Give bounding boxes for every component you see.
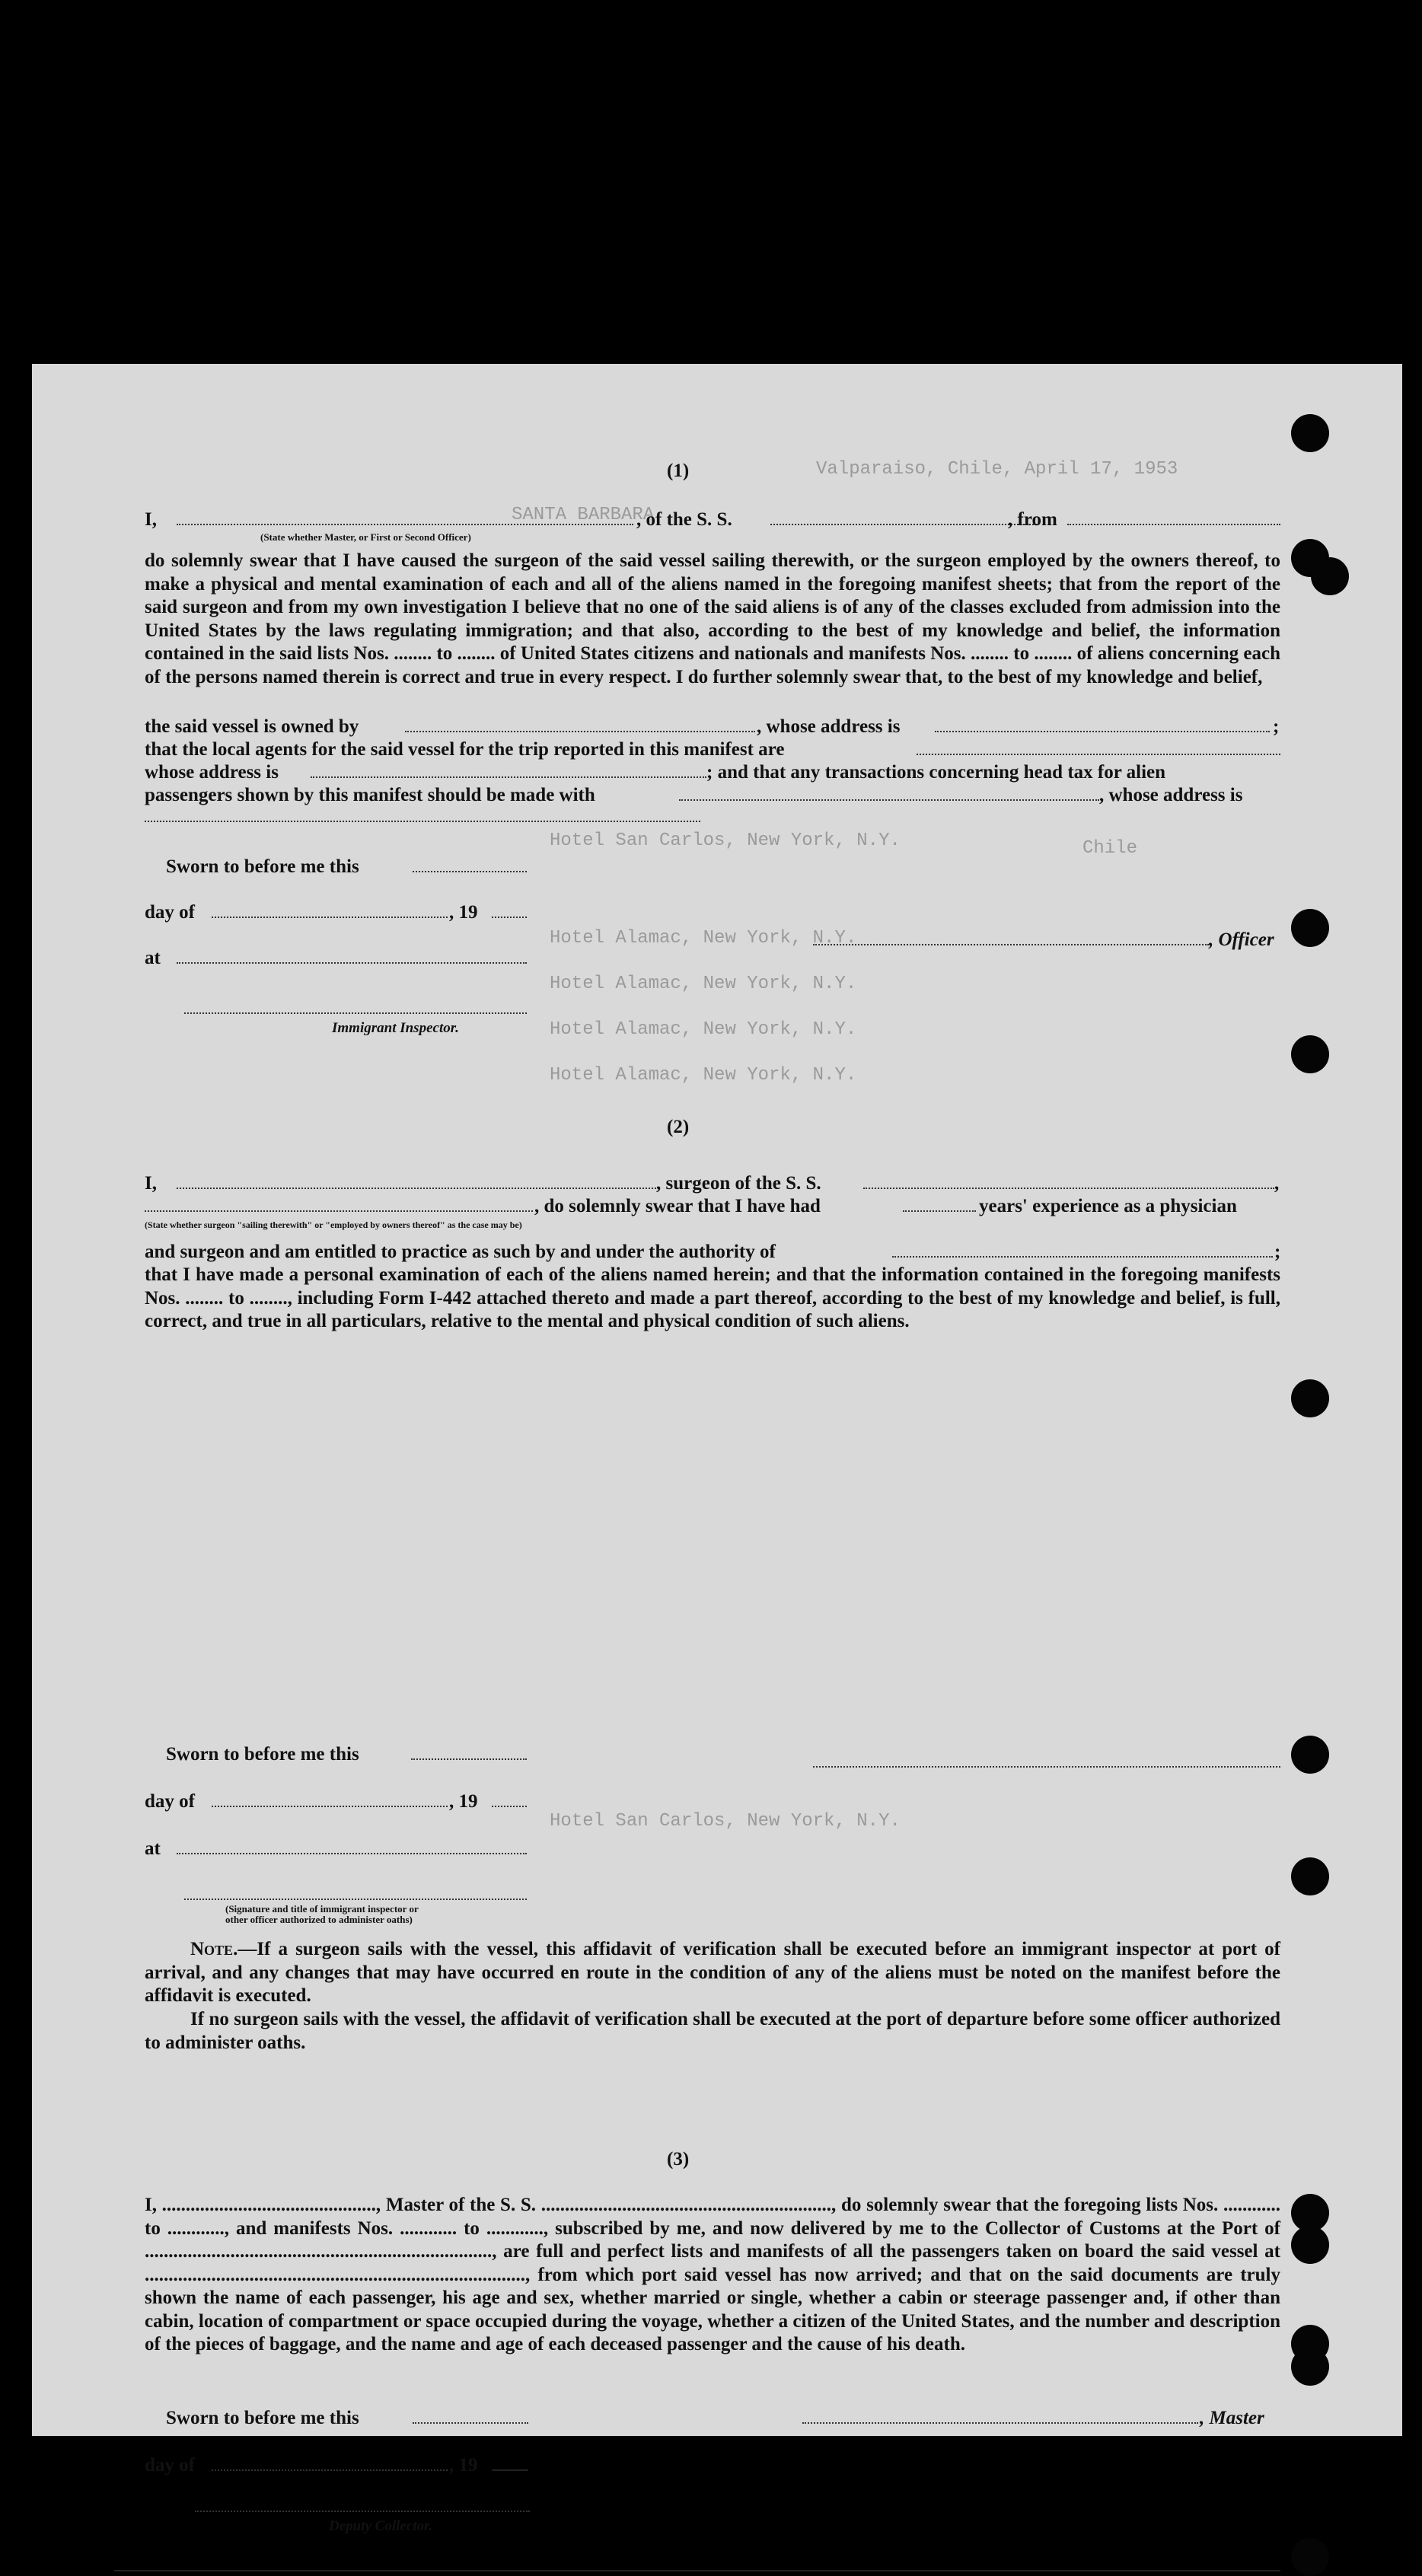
head-tax-contact-field[interactable] bbox=[679, 799, 1099, 801]
agents-address-field[interactable] bbox=[311, 776, 706, 778]
authority-label: and surgeon and am entitled to practice as such by and under the authority of bbox=[145, 1242, 776, 1262]
month-field-2[interactable] bbox=[212, 1806, 448, 1807]
years-experience-field[interactable] bbox=[903, 1210, 976, 1212]
month-field-1[interactable] bbox=[212, 917, 448, 918]
from-port-field[interactable] bbox=[1067, 524, 1280, 525]
section-2-i: I, bbox=[145, 1173, 157, 1194]
inspector-signature-field[interactable] bbox=[184, 1012, 527, 1014]
section-1-body: do solemnly swear that I have caused the surgeon of the said vessel sailing therewith, or the surgeon employed by the owners thereof, to make a physical and mental examination of each and all of the aliens named in the foregoing manifest sheets; that from the report of the said surgeon and from my own investigation I believe that no one of the said aliens is of any of the classes excluded from admission into the United States by the laws regulating immigration; and that also, according to the best of my knowledge and belief, the information contained in the said lists Nos. ........ to ........ of United States citizens and nationals and manifests Nos. ........ to ........ of aliens concerning each of the persons named therein is correct and true in every respect. I do further solemnly swear that, to the best of my knowledge and belief, bbox=[145, 550, 1280, 687]
master-signature-field[interactable] bbox=[802, 2422, 1198, 2424]
surgeon-caption: (State whether surgeon "sailing therewith" or "employed by owners thereof" as the case may be) bbox=[145, 1219, 522, 1230]
owner-address-label: , whose address is bbox=[757, 716, 901, 737]
note-text: —If a surgeon sails with the vessel, this affidavit of verification shall be executed before an immigrant inspector at port of arrival, and any changes that may have occurred en route in the condition of any of the aliens must be noted on the manifest before the affidavit is executed. bbox=[145, 1939, 1280, 2006]
master-caption: (State whether Master, or First or Second Officer) bbox=[260, 531, 471, 543]
surgeon-vessel-field[interactable] bbox=[863, 1188, 1274, 1189]
punch-hole bbox=[1291, 2538, 1329, 2576]
years-experience-label: years' experience as a physician bbox=[979, 1196, 1237, 1216]
day-of-label-3: day of bbox=[145, 2455, 195, 2476]
punch-hole bbox=[1291, 2226, 1329, 2264]
punch-hole bbox=[1291, 2348, 1329, 2386]
year-label-2: , 19 bbox=[449, 1791, 478, 1812]
bleed-through-text: Hotel Alamac, New York, N.Y. bbox=[550, 928, 857, 948]
bleed-through-text: Hotel Alamac, New York, N.Y. bbox=[550, 1019, 857, 1040]
master-label: , Master bbox=[1200, 2408, 1264, 2428]
semicolon: ; bbox=[1273, 716, 1280, 737]
bleed-through-text: SANTA BARBARA bbox=[512, 505, 655, 525]
year-field-1[interactable] bbox=[492, 917, 527, 918]
vessel-name-field[interactable] bbox=[770, 524, 1037, 525]
section-1-number: (1) bbox=[667, 461, 690, 481]
bleed-through-text: Valparaiso, Chile, April 17, 1953 bbox=[816, 459, 1178, 480]
punch-hole bbox=[1311, 557, 1349, 595]
deputy-collector-signature-field[interactable] bbox=[195, 2511, 530, 2512]
do-solemnly-label: , do solemnly swear that I have had bbox=[534, 1196, 821, 1216]
surgeon-status-field[interactable] bbox=[145, 1210, 533, 1212]
owner-address-field[interactable] bbox=[935, 731, 1270, 732]
sworn-date-field-3[interactable] bbox=[413, 2422, 528, 2424]
year-field-2[interactable] bbox=[492, 1806, 527, 1807]
head-tax-label: ; and that any transactions concerning head tax for alien bbox=[706, 762, 1166, 783]
section-2-number: (2) bbox=[667, 1117, 690, 1137]
authority-field[interactable] bbox=[892, 1256, 1273, 1258]
month-field-3[interactable] bbox=[212, 2469, 448, 2471]
sworn-label-2: Sworn to before me this bbox=[166, 1744, 359, 1765]
bottom-rule bbox=[114, 2570, 1280, 2571]
sworn-label-1: Sworn to before me this bbox=[166, 856, 359, 877]
owner-field[interactable] bbox=[405, 731, 755, 732]
surgeon-of-label: , surgeon of the S. S. bbox=[656, 1173, 821, 1194]
immigrant-inspector-label: Immigrant Inspector. bbox=[332, 1020, 459, 1036]
punch-hole bbox=[1291, 909, 1329, 947]
section-2-body: that I have made a personal examination of each of the aliens named herein; and that the information contained in the foregoing manifests Nos. ........ to ........, including Form I-442 attached thereto and made a part thereof, according to the best of my knowledge and belief, is full, correct, and true in all particulars, relative to the mental and physical condition of such aliens. bbox=[145, 1264, 1280, 1331]
oath-officer-signature-field[interactable] bbox=[184, 1899, 527, 1900]
punch-hole bbox=[1291, 1736, 1329, 1774]
surgeon-signature-field[interactable] bbox=[813, 1766, 1280, 1768]
head-tax-address-field[interactable] bbox=[145, 821, 700, 822]
sworn-date-field-1[interactable] bbox=[413, 871, 527, 872]
comma: , bbox=[1274, 1173, 1280, 1194]
of-ss-label: , of the S. S. bbox=[636, 509, 732, 530]
signature-caption-2: other officer authorized to administer oaths) bbox=[225, 1914, 413, 1925]
semicolon: ; bbox=[1274, 1242, 1281, 1262]
section-3-body: I, ............................................., Master of the S. S. ............................................................., do solemnly swear that the foregoing lists Nos. ............ to ............, and manifests Nos. ............ to ............, subscribed by me, and now delivered by me to the Collector of Customs at the Port of ........................................................................., are full and perfect lists and manifests of all the passengers taken on board the said vessel at ................................................................................, from which port said vessel has now arrived; and that on the said documents are truly shown the name of each passenger, his age and sex, whether married or single, whether a cabin or steerage passenger and, if other than cabin, location of compartment or space occupied during the voyage, whether a citizen of the United States, and the number and description of the pieces of baggage, and the name and age of each deceased passenger and the cause of his death. bbox=[145, 2195, 1280, 2354]
officer-label: , Officer bbox=[1209, 929, 1274, 950]
deputy-collector-label: Deputy Collector. bbox=[329, 2518, 433, 2534]
sworn-date-field-2[interactable] bbox=[411, 1758, 527, 1760]
local-agents-label: that the local agents for the said vessel for the trip reported in this manifest are bbox=[145, 739, 785, 760]
at-label-1: at bbox=[145, 948, 161, 968]
day-of-label-2: day of bbox=[145, 1791, 195, 1812]
section-1-i: I, bbox=[145, 509, 157, 530]
officer-signature-field[interactable] bbox=[813, 944, 1209, 945]
at-label-2: at bbox=[145, 1838, 161, 1859]
year-label-3: , 19 bbox=[449, 2455, 478, 2476]
surgeon-name-field[interactable] bbox=[177, 1188, 656, 1189]
bleed-through-text: Hotel San Carlos, New York, N.Y. bbox=[550, 1811, 901, 1832]
head-tax-address-label: , whose address is bbox=[1099, 785, 1243, 805]
punch-hole bbox=[1291, 1035, 1329, 1073]
section-3-number: (3) bbox=[667, 2149, 690, 2170]
master-name-field[interactable] bbox=[177, 524, 633, 525]
punch-hole bbox=[1291, 1379, 1329, 1417]
year-field-3[interactable] bbox=[492, 2469, 528, 2471]
at-place-field-1[interactable] bbox=[177, 962, 527, 964]
note-label: Note. bbox=[190, 1939, 238, 1959]
form-page bbox=[32, 364, 1402, 2534]
owned-by-label: the said vessel is owned by bbox=[145, 716, 359, 737]
bleed-through-text: Hotel San Carlos, New York, N.Y. bbox=[550, 831, 901, 851]
signature-caption-1: (Signature and title of immigrant inspector or bbox=[225, 1903, 419, 1914]
passengers-label: passengers shown by this manifest should be made with bbox=[145, 785, 595, 805]
at-place-field-2[interactable] bbox=[177, 1853, 527, 1854]
bleed-through-text: Hotel Alamac, New York, N.Y. bbox=[550, 974, 857, 994]
local-agents-field[interactable] bbox=[917, 754, 1280, 755]
year-label-1: , 19 bbox=[449, 902, 478, 923]
note-paragraph bbox=[145, 1938, 1280, 2008]
punch-hole bbox=[1291, 414, 1329, 452]
punch-hole bbox=[1291, 1857, 1329, 1895]
note-2-paragraph: If no surgeon sails with the vessel, the affidavit of verification shall be executed at the port of departure before some officer authorized to administer oaths. bbox=[145, 2009, 1280, 2053]
agents-address-label: whose address is bbox=[145, 762, 279, 783]
sworn-label-3: Sworn to before me this bbox=[166, 2408, 359, 2428]
from-label: , from bbox=[1008, 509, 1057, 530]
bleed-through-text: Chile bbox=[1082, 838, 1138, 859]
bleed-through-text: Hotel Alamac, New York, N.Y. bbox=[550, 1065, 857, 1086]
day-of-label-1: day of bbox=[145, 902, 195, 923]
